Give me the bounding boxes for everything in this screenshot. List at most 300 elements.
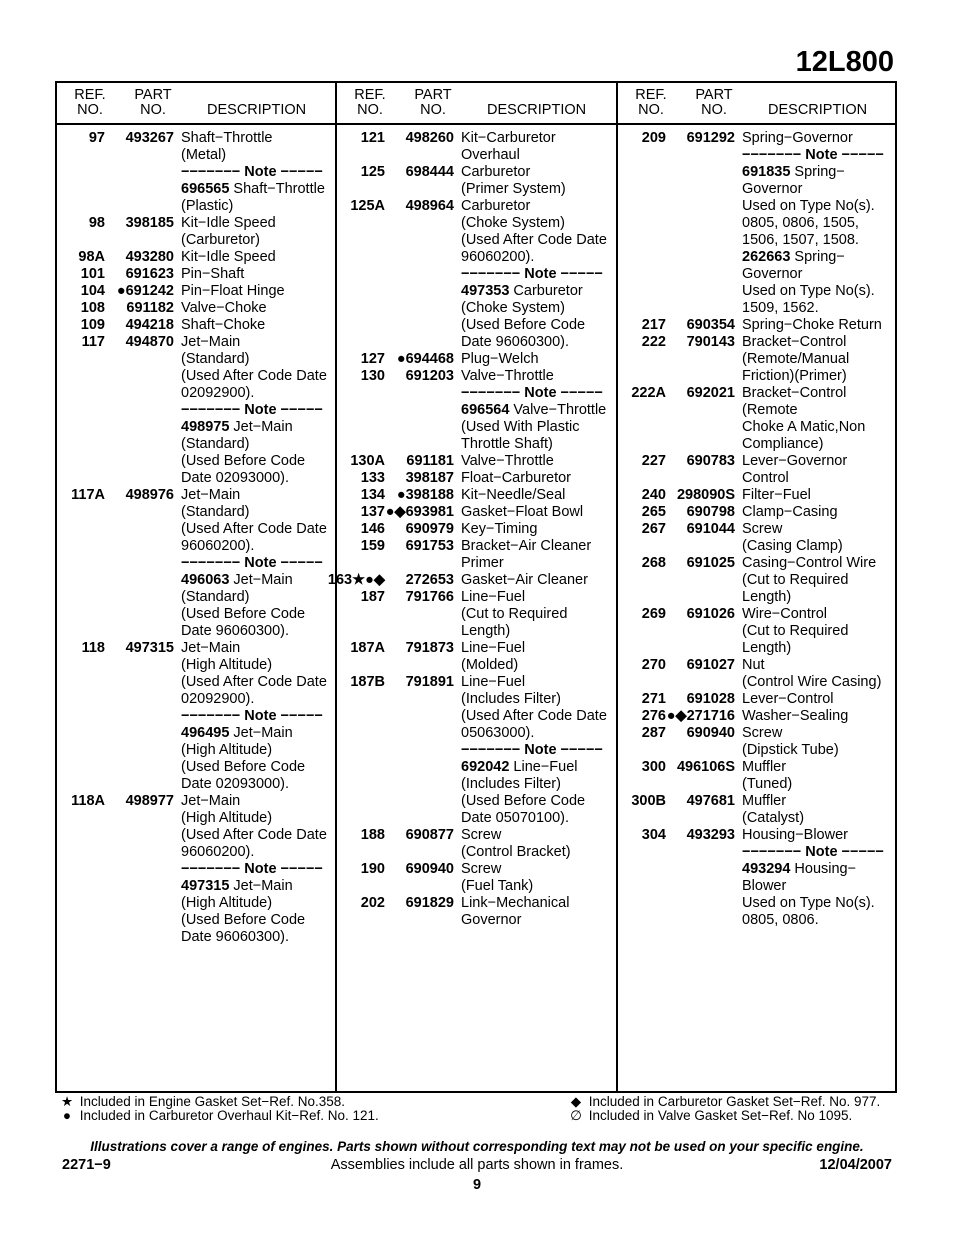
- description-continuation: [337, 725, 617, 742]
- description: [461, 198, 530, 215]
- description: [461, 402, 606, 419]
- parts-row: [337, 521, 617, 538]
- description-text: (Used Before Code: [181, 453, 306, 469]
- description: [461, 674, 525, 691]
- ref-number: 125: [360, 164, 385, 180]
- part-number: 498260: [405, 130, 454, 146]
- description: [181, 572, 293, 589]
- ref-number: 133: [360, 470, 385, 486]
- note-label: −−−−−−− Note −−−−−: [181, 555, 323, 571]
- description: [742, 198, 875, 215]
- part-number: 493293: [686, 827, 735, 843]
- description: [181, 300, 267, 317]
- description-continuation: [57, 198, 337, 215]
- description: [181, 334, 240, 351]
- ref-header: REF. NO.: [354, 87, 386, 118]
- description: [742, 912, 819, 929]
- description: [461, 334, 569, 351]
- part-number: ●◆271716: [666, 708, 735, 724]
- description-continuation: [618, 181, 898, 198]
- ref-header: REF. NO.: [635, 87, 667, 118]
- description: [461, 147, 520, 164]
- model-number: 12L800: [795, 46, 894, 78]
- description-text: (Carburetor): [181, 232, 260, 248]
- description-continuation: [57, 521, 337, 538]
- description: [181, 198, 233, 215]
- description: [181, 538, 254, 555]
- part-number: 690979: [405, 521, 454, 537]
- description: [461, 691, 561, 708]
- description: [742, 555, 876, 572]
- parts-table: [55, 81, 897, 1093]
- description-text: Housing−Blower: [742, 827, 848, 843]
- description-continuation: [337, 402, 617, 419]
- description: [181, 453, 305, 470]
- description-continuation: [57, 419, 337, 436]
- description-text: Valve−Choke: [181, 300, 267, 316]
- description: [461, 487, 565, 504]
- parts-row: [618, 606, 898, 623]
- part-number: 398185: [125, 215, 174, 231]
- ref-number: 202: [360, 895, 385, 911]
- description-text: 1506, 1507, 1508.: [742, 232, 859, 248]
- description-continuation: [337, 793, 617, 810]
- description-text: (Tuned): [742, 776, 793, 792]
- description-header: DESCRIPTION: [207, 102, 307, 118]
- replacement-part-number: 497315: [181, 878, 230, 894]
- ref-number: 159: [360, 538, 385, 554]
- description-continuation: [337, 436, 617, 453]
- description-continuation: [618, 810, 898, 827]
- description-text: Wire−Control: [742, 606, 828, 622]
- description: [742, 300, 819, 317]
- ref-number: 209: [641, 130, 666, 146]
- description-text: 0805, 0806.: [742, 912, 819, 928]
- description-text: Key−Timing: [461, 521, 538, 537]
- description-continuation: [57, 691, 337, 708]
- description-continuation: [618, 776, 898, 793]
- part-number: 690783: [686, 453, 735, 469]
- description-continuation: [57, 606, 337, 623]
- description-text: (Control Wire Casing): [742, 674, 882, 690]
- description-text: Line−Fuel: [461, 589, 526, 605]
- part-number: 791873: [405, 640, 454, 656]
- part-number: 691026: [686, 606, 735, 622]
- description: [461, 725, 534, 742]
- ref-number: 104: [80, 283, 105, 299]
- description: [742, 130, 853, 147]
- description-text: Kit−Idle Speed: [181, 249, 276, 265]
- description-text: 05063000).: [461, 725, 535, 741]
- parts-row: [618, 657, 898, 674]
- note-row: [57, 164, 337, 181]
- description: [742, 164, 845, 181]
- description: [461, 640, 525, 657]
- part-number: 498976: [125, 487, 174, 503]
- description: [461, 351, 539, 368]
- description: [742, 827, 848, 844]
- description-text: (Used With Plastic: [461, 419, 580, 435]
- part-number: 791891: [405, 674, 454, 690]
- description: [181, 385, 254, 402]
- description-text: (Used Before Code: [181, 606, 306, 622]
- description-continuation: [57, 623, 337, 640]
- part-number: 691027: [686, 657, 735, 673]
- description-continuation: [57, 453, 337, 470]
- description-continuation: [618, 912, 898, 929]
- parts-row: [57, 487, 337, 504]
- part-number: 498977: [125, 793, 174, 809]
- description: [742, 487, 811, 504]
- note-label: −−−−−−− Note −−−−−: [742, 147, 884, 163]
- parts-row: [618, 555, 898, 572]
- description-continuation: [337, 317, 617, 334]
- description-text: Carburetor: [509, 283, 583, 299]
- part-number: 698444: [405, 164, 454, 180]
- ref-header: REF. NO.: [74, 87, 106, 118]
- part-number: 791766: [405, 589, 454, 605]
- description-continuation: [337, 249, 617, 266]
- replacement-part-number: 262663: [742, 249, 791, 265]
- description-text: (Includes Filter): [461, 691, 561, 707]
- ref-number: 118: [81, 640, 105, 656]
- description-text: Control: [742, 470, 789, 486]
- description-continuation: [337, 708, 617, 725]
- part-number: 272653: [405, 572, 454, 588]
- replacement-part-number: 696565: [181, 181, 230, 197]
- note-row: [57, 402, 337, 419]
- description: [181, 283, 285, 300]
- description: [742, 810, 804, 827]
- description-continuation: [618, 742, 898, 759]
- description-text: (Choke System): [461, 215, 565, 231]
- description-text: (Standard): [181, 436, 250, 452]
- ref-number: 127: [360, 351, 385, 367]
- description-text: Friction)(Primer): [742, 368, 847, 384]
- description: [742, 266, 802, 283]
- description: [461, 793, 585, 810]
- description: [742, 776, 792, 793]
- description-text: (Standard): [181, 351, 250, 367]
- parts-row: [57, 283, 337, 300]
- description: [181, 657, 272, 674]
- parts-row: [57, 215, 337, 232]
- description-continuation: [618, 589, 898, 606]
- description-text: 96060200).: [181, 844, 255, 860]
- parts-row: [57, 793, 337, 810]
- description-continuation: [57, 147, 337, 164]
- description: [181, 606, 305, 623]
- description-text: Date 02093000).: [181, 470, 290, 486]
- footnotes-left: [58, 1095, 379, 1123]
- description-text: Jet−Main: [229, 725, 293, 741]
- description: [181, 895, 272, 912]
- parts-row: [618, 504, 898, 521]
- description-text: Carburetor: [461, 164, 531, 180]
- description: [461, 368, 554, 385]
- description: [742, 878, 786, 895]
- part-header: PART NO.: [414, 87, 452, 118]
- parts-row: [618, 691, 898, 708]
- description-text: Governor: [461, 912, 522, 928]
- description: [461, 810, 569, 827]
- description-text: Choke A Matic,Non: [742, 419, 866, 435]
- description-text: (Cut to Required: [742, 572, 849, 588]
- description-header: DESCRIPTION: [487, 102, 587, 118]
- description: [181, 589, 250, 606]
- description: [461, 232, 607, 249]
- description-text: Jet−Main: [181, 640, 241, 656]
- description-continuation: [337, 759, 617, 776]
- description-continuation: [57, 674, 337, 691]
- ref-number: 270: [641, 657, 666, 673]
- ref-number: 268: [641, 555, 666, 571]
- description-text: (High Altitude): [181, 810, 273, 826]
- description-continuation: [57, 351, 337, 368]
- parts-row: [337, 453, 617, 470]
- description-continuation: [57, 776, 337, 793]
- description-text: (Catalyst): [742, 810, 805, 826]
- part-number: 692021: [686, 385, 735, 401]
- description-continuation: [618, 623, 898, 640]
- description: [181, 402, 323, 419]
- description-text: Housing−: [790, 861, 857, 877]
- ref-number: 117: [81, 334, 105, 350]
- description-continuation: [57, 538, 337, 555]
- ref-number: 130A: [350, 453, 385, 469]
- description: [181, 147, 226, 164]
- part-number: 691025: [686, 555, 735, 571]
- description-text: Link−Mechanical: [461, 895, 570, 911]
- ref-number: 146: [360, 521, 385, 537]
- description: [742, 589, 791, 606]
- note-row: [337, 266, 617, 283]
- description: [181, 861, 323, 878]
- note-label: −−−−−−− Note −−−−−: [181, 861, 323, 877]
- ref-number: 304: [641, 827, 666, 843]
- note-row: [57, 861, 337, 878]
- description: [181, 470, 289, 487]
- description-text: 96060200).: [461, 249, 535, 265]
- description: [461, 844, 571, 861]
- description-text: Filter−Fuel: [742, 487, 811, 503]
- description: [461, 436, 553, 453]
- description-continuation: [618, 572, 898, 589]
- description: [181, 640, 240, 657]
- parts-row: [618, 334, 898, 351]
- description-text: Governor: [742, 266, 803, 282]
- description-continuation: [57, 232, 337, 249]
- description-continuation: [618, 215, 898, 232]
- description-text: Bracket−Air Cleaner: [461, 538, 592, 554]
- description-text: Line−Fuel: [509, 759, 578, 775]
- replacement-part-number: 493294: [742, 861, 791, 877]
- note-row: [337, 742, 617, 759]
- description: [181, 776, 289, 793]
- parts-row: [337, 130, 617, 147]
- description: [742, 521, 782, 538]
- description: [461, 521, 537, 538]
- description: [181, 249, 276, 266]
- part-number: ●694468: [396, 351, 454, 367]
- description-continuation: [337, 657, 617, 674]
- description-text: Jet−Main: [181, 793, 241, 809]
- replacement-part-number: 496495: [181, 725, 230, 741]
- description-continuation: [337, 912, 617, 929]
- description-text: (High Altitude): [181, 895, 273, 911]
- description-text: Pin−Shaft: [181, 266, 245, 282]
- description: [181, 181, 325, 198]
- description: [461, 759, 578, 776]
- description-continuation: [337, 776, 617, 793]
- description-text: Float−Carburetor: [461, 470, 572, 486]
- description-continuation: [337, 232, 617, 249]
- description: [742, 793, 786, 810]
- parts-row: [337, 470, 617, 487]
- description-text: (Standard): [181, 504, 250, 520]
- description: [181, 266, 244, 283]
- description: [742, 895, 875, 912]
- part-number: 691753: [405, 538, 454, 554]
- parts-row: [618, 521, 898, 538]
- description-text: 96060200).: [181, 538, 255, 554]
- description-text: Blower: [742, 878, 787, 894]
- header-divider: [57, 123, 895, 125]
- description-continuation: [337, 300, 617, 317]
- description: [742, 181, 802, 198]
- description-continuation: [337, 419, 617, 436]
- description: [181, 504, 250, 521]
- part-number: ●691242: [116, 283, 174, 299]
- description: [461, 606, 567, 623]
- description-text: Gasket−Air Cleaner: [461, 572, 588, 588]
- part-number: 691203: [405, 368, 454, 384]
- description: [461, 708, 607, 725]
- description-continuation: [618, 232, 898, 249]
- parts-row: [618, 725, 898, 742]
- ref-number: 163★●◆: [327, 572, 385, 588]
- parts-row: [618, 385, 898, 402]
- description: [461, 453, 554, 470]
- description: [181, 759, 305, 776]
- description: [461, 266, 603, 283]
- description: [461, 912, 521, 929]
- parts-row: [337, 368, 617, 385]
- description: [742, 351, 849, 368]
- description-continuation: [57, 759, 337, 776]
- description-continuation: [57, 181, 337, 198]
- note-label: −−−−−−− Note −−−−−: [742, 844, 884, 860]
- description-continuation: [618, 861, 898, 878]
- description-continuation: [337, 810, 617, 827]
- description-text: (Fuel Tank): [461, 878, 534, 894]
- parts-row: [57, 334, 337, 351]
- description: [742, 283, 875, 300]
- description-continuation: [337, 878, 617, 895]
- description: [461, 317, 585, 334]
- note-row: [618, 844, 898, 861]
- description-continuation: [57, 470, 337, 487]
- ref-number: 276: [641, 708, 666, 724]
- ref-number: 222: [641, 334, 666, 350]
- description-continuation: [337, 844, 617, 861]
- description-text: Lever−Control: [742, 691, 834, 707]
- description-continuation: [57, 572, 337, 589]
- description-text: 1509, 1562.: [742, 300, 819, 316]
- description-text: (Used Before Code: [461, 317, 586, 333]
- description: [181, 827, 327, 844]
- description: [742, 232, 859, 249]
- description: [742, 317, 882, 334]
- description-continuation: [618, 402, 898, 419]
- ref-number: 109: [80, 317, 105, 333]
- description-continuation: [618, 283, 898, 300]
- part-number: 398187: [405, 470, 454, 486]
- description-text: (Remote: [742, 402, 798, 418]
- description-text: (Cut to Required: [742, 623, 849, 639]
- description: [742, 725, 782, 742]
- description-text: Kit−Needle/Seal: [461, 487, 566, 503]
- parts-row: [57, 249, 337, 266]
- description-continuation: [57, 504, 337, 521]
- ref-number: 188: [360, 827, 385, 843]
- ref-number: 300B: [631, 793, 666, 809]
- description: [181, 878, 293, 895]
- description-text: Used on Type No(s).: [742, 283, 875, 299]
- description-text: (Used Before Code: [181, 759, 306, 775]
- description-continuation: [337, 691, 617, 708]
- description-text: Muffler: [742, 759, 787, 775]
- note-row: [337, 385, 617, 402]
- description: [742, 691, 833, 708]
- description-continuation: [618, 164, 898, 181]
- description-text: Nut: [742, 657, 765, 673]
- description-text: Date 02093000).: [181, 776, 290, 792]
- description-text: Plug−Welch: [461, 351, 539, 367]
- description-text: Spring−: [790, 249, 845, 265]
- description-text: (Used After Code Date: [461, 232, 607, 248]
- description: [742, 215, 859, 232]
- footnote: ∅ Included in Valve Gasket Set−Ref. No 1095.: [570, 1108, 853, 1123]
- description: [181, 317, 265, 334]
- description-text: Compliance): [742, 436, 824, 452]
- description: [181, 487, 240, 504]
- part-number: 690940: [686, 725, 735, 741]
- note-row: [57, 555, 337, 572]
- replacement-part-number: 496063: [181, 572, 230, 588]
- parts-row: [618, 708, 898, 725]
- description-text: (High Altitude): [181, 657, 273, 673]
- parts-row: [337, 589, 617, 606]
- description-continuation: [618, 419, 898, 436]
- ref-number: 125A: [350, 198, 385, 214]
- description-text: Jet−Main: [229, 572, 293, 588]
- parts-row: [618, 793, 898, 810]
- parts-row: [337, 895, 617, 912]
- description-text: 02092900).: [181, 385, 255, 401]
- ref-number: 101: [80, 266, 105, 282]
- description: [742, 657, 765, 674]
- description: [742, 759, 786, 776]
- description-text: Screw: [461, 861, 502, 877]
- description-text: Length): [742, 640, 792, 656]
- description: [461, 164, 530, 181]
- description-text: (Metal): [181, 147, 227, 163]
- ref-number: 187A: [350, 640, 385, 656]
- description-continuation: [337, 283, 617, 300]
- description: [742, 419, 865, 436]
- ref-number: 240: [641, 487, 666, 503]
